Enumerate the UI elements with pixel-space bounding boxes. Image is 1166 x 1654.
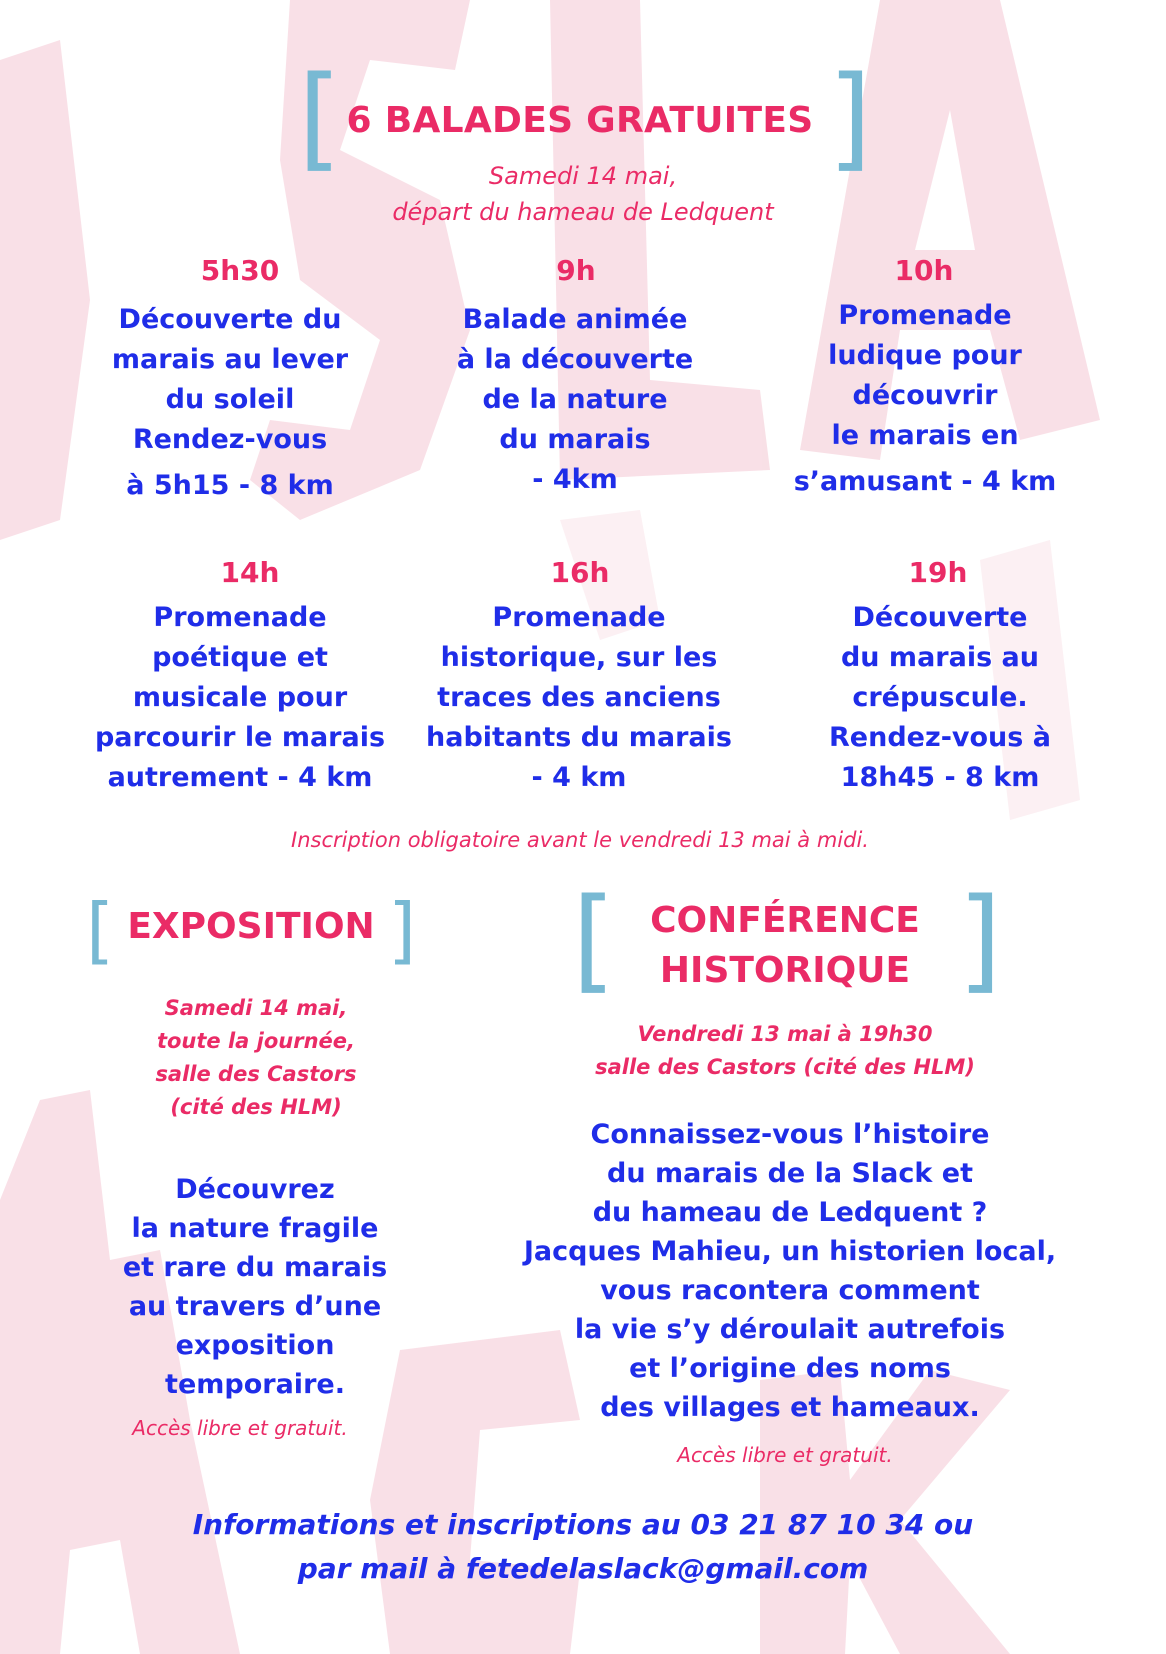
conference-desc-line: Connaissez-vous l’histoire	[590, 1119, 990, 1150]
walk-line: ludique pour	[828, 340, 1022, 371]
walk-line: à 5h15 - 8 km	[126, 470, 334, 501]
walk-line: musicale pour	[132, 682, 348, 713]
conference-title-line1: CONFÉRENCE	[650, 900, 920, 941]
walk-time: 19h	[908, 556, 968, 589]
conference-desc-line: et l’origine des noms	[629, 1353, 951, 1384]
walk-line: 18h45 - 8 km	[840, 762, 1040, 793]
right-bracket-icon: ]	[828, 53, 872, 183]
walk-line: du marais au	[840, 642, 1039, 673]
walk-line: traces des anciens	[437, 682, 721, 713]
conference-access: Accès libre et gratuit.	[677, 1443, 893, 1467]
walk-line: Promenade	[838, 300, 1012, 331]
walk-time: 14h	[220, 556, 280, 589]
walk-line: parcourir le marais	[94, 722, 386, 753]
conference-title-line2: HISTORIQUE	[659, 950, 911, 991]
main-subtitle	[283, 158, 883, 230]
walk-line: à la découverte	[456, 344, 694, 375]
left-bracket-icon: [	[298, 53, 342, 183]
walk-line: - 4km	[532, 464, 618, 495]
walk-description	[420, 300, 730, 500]
walk-line: du soleil	[165, 384, 295, 415]
walk-line: Découverte	[852, 602, 1028, 633]
conference-desc-line: du hameau de Ledquent ?	[592, 1197, 988, 1228]
conference-info-line: salle des Castors (cité des HLM)	[595, 1055, 975, 1079]
walk-line: découvrir	[852, 380, 998, 411]
walk-line: Découverte du	[118, 304, 342, 335]
main-title: 6 BALADES GRATUITES	[346, 100, 814, 141]
conference-desc-line: du marais de la Slack et	[607, 1158, 973, 1189]
walk-time: 10h	[894, 254, 954, 287]
contact-line-phone: Informations et inscriptions au 03 21 87 10 34 ou	[192, 1508, 974, 1541]
walk-line: crépuscule.	[852, 682, 1028, 713]
main-subtitle-line2: départ du hameau de Ledquent	[392, 198, 774, 226]
conference-desc-line: Jacques Mahieu, un historien local,	[523, 1236, 1057, 1267]
walk-line: poétique et	[152, 642, 328, 673]
registration-note: Inscription obligatoire avant le vendredi 13 mai à midi.	[291, 828, 869, 852]
walk-description	[770, 296, 1080, 502]
walk-time: 5h30	[200, 254, 280, 287]
exposition-info	[96, 992, 416, 1124]
exposition-desc-line: temporaire.	[165, 1369, 345, 1400]
walk-description	[414, 598, 744, 798]
conference-desc-line: la vie s’y déroulait autrefois	[574, 1314, 1006, 1345]
walk-time: 16h	[550, 556, 610, 589]
conference-info-line: Vendredi 13 mai à 19h30	[637, 1022, 933, 1046]
conference-desc-line: vous racontera comment	[600, 1275, 980, 1306]
contact-line-email: par mail à fetedelaslack@gmail.com	[297, 1552, 869, 1585]
conference-desc-line: des villages et hameaux.	[600, 1392, 980, 1423]
walk-time: 9h	[556, 254, 596, 287]
conference-description	[500, 1115, 1080, 1427]
exposition-desc-line: et rare du marais	[122, 1252, 388, 1283]
conference-title	[600, 896, 970, 996]
walk-line: autrement - 4 km	[107, 762, 373, 793]
walk-line: - 4 km	[531, 762, 627, 793]
right-bracket-icon: ]	[388, 888, 417, 972]
exposition-desc-line: au travers d’une	[128, 1291, 382, 1322]
walk-line: Balade animée	[462, 304, 688, 335]
exposition-desc-line: exposition	[175, 1330, 335, 1361]
walk-line: s’amusant - 4 km	[793, 466, 1057, 497]
walk-description	[80, 598, 400, 798]
main-subtitle-line1: Samedi 14 mai,	[488, 162, 678, 190]
exposition-title: EXPOSITION	[127, 906, 375, 947]
walk-line: du marais	[499, 424, 651, 455]
walk-line: habitants du marais	[426, 722, 732, 753]
walk-description	[790, 598, 1090, 798]
walk-line: Promenade	[492, 602, 666, 633]
walk-line: le marais en	[831, 420, 1019, 451]
exposition-desc-line: la nature fragile	[131, 1213, 379, 1244]
exposition-description	[90, 1170, 420, 1404]
exposition-info-line: toute la journée,	[156, 1029, 356, 1053]
exposition-access: Accès libre et gratuit.	[132, 1416, 348, 1440]
walk-line: marais au lever	[111, 344, 349, 375]
walk-description	[80, 300, 380, 506]
exposition-info-line: Samedi 14 mai,	[164, 996, 348, 1020]
exposition-desc-line: Découvrez	[175, 1174, 335, 1205]
conference-info	[560, 1018, 1010, 1084]
exposition-info-line: (cité des HLM)	[170, 1095, 342, 1119]
right-bracket-icon: ]	[958, 875, 1002, 1005]
walk-line: historique, sur les	[440, 642, 718, 673]
contact-info	[60, 1503, 1106, 1591]
left-bracket-icon: [	[86, 888, 115, 972]
walk-line: de la nature	[482, 384, 668, 415]
walk-line: Rendez-vous	[132, 424, 328, 455]
walk-line: Rendez-vous à	[829, 722, 1051, 753]
left-bracket-icon: [	[572, 875, 616, 1005]
exposition-info-line: salle des Castors	[155, 1062, 357, 1086]
walk-line: Promenade	[153, 602, 327, 633]
